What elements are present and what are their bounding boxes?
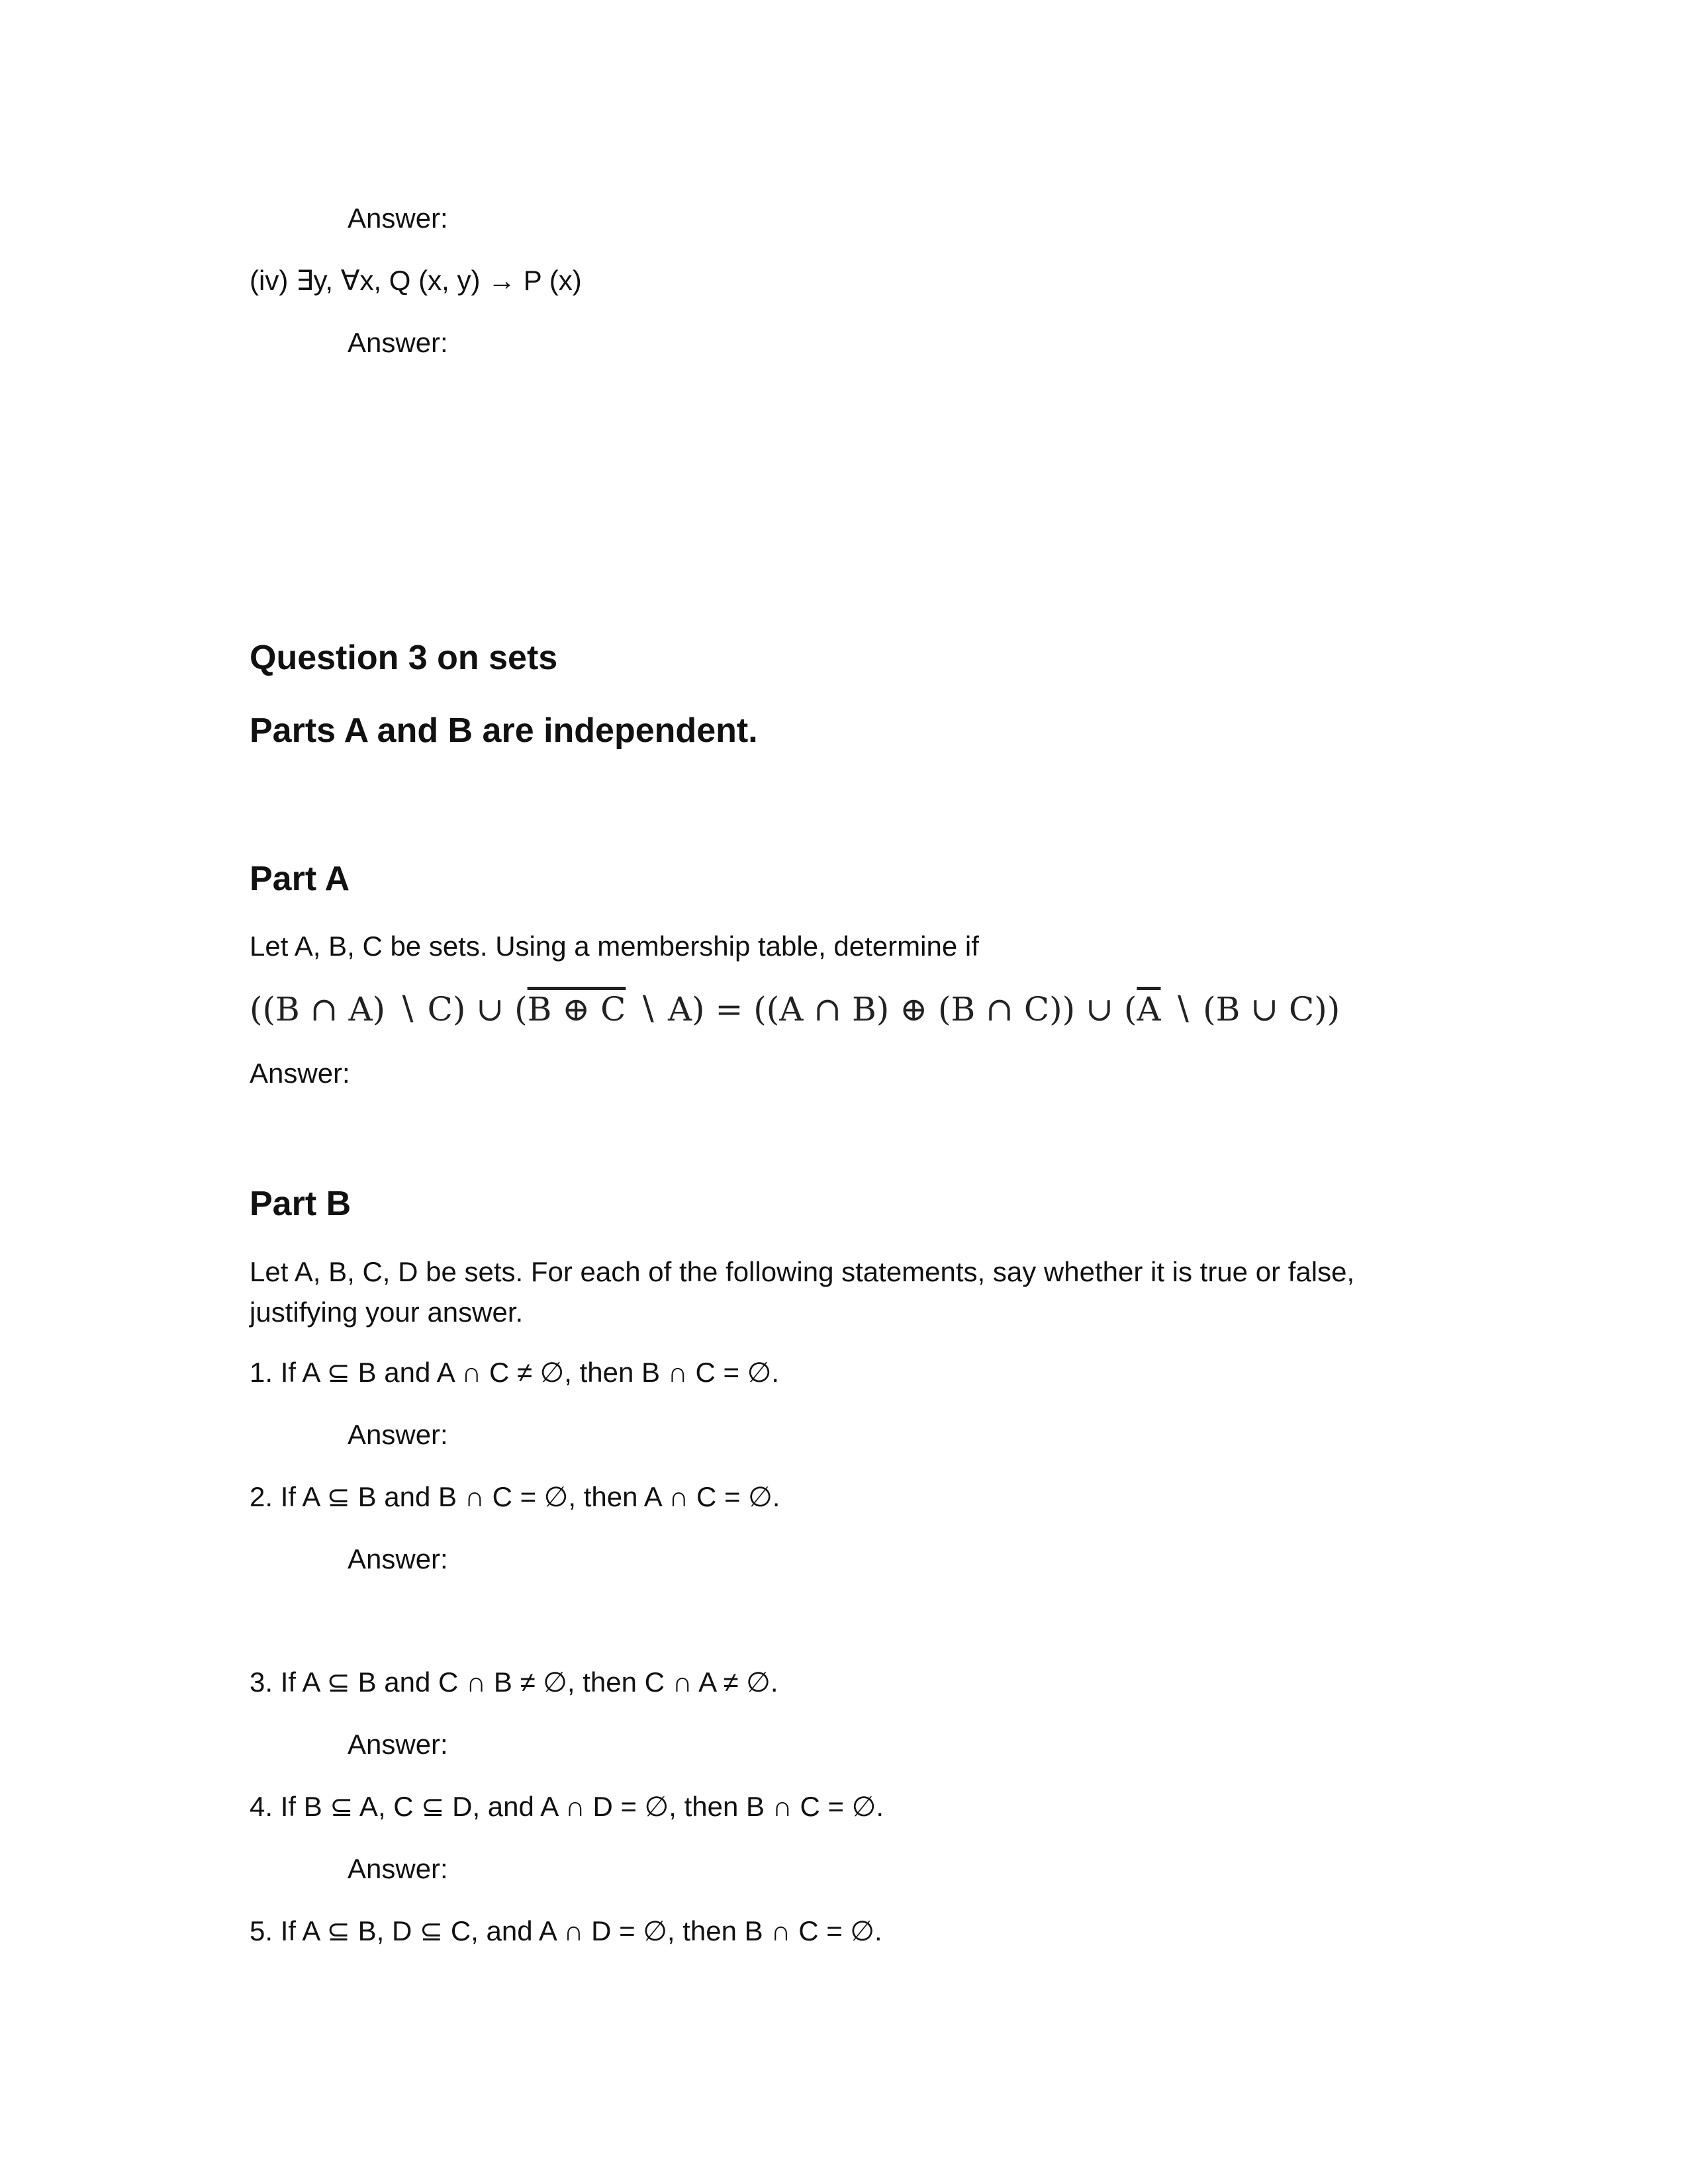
formula-middle-part: ∖ A) = ((A ∩ B) ⊕ (B ∩ C)) ∪ (: [626, 990, 1137, 1028]
statement-4-answer-label: Answer:: [348, 1853, 448, 1884]
formula-overline-b-xor-c: B ⊕ C: [527, 990, 626, 1028]
statement-3: 3. If A ⊆ B and C ∩ B ≠ ∅, then C ∩ A ≠ ∅.: [250, 1666, 778, 1698]
quantifier-item-iv: (iv) ∃y, ∀x, Q (x, y) → P (x): [250, 265, 582, 296]
statement-1-answer-label: Answer:: [348, 1419, 448, 1450]
part-b-prompt: Let A, B, C, D be sets. For each of the following statements, say whether it is true or false, justifying your answer.: [250, 1256, 1355, 1328]
set-identity-formula: [250, 986, 1340, 1032]
part-a-prompt: Let A, B, C be sets. Using a membership table, determine if: [250, 931, 979, 962]
answer-label-iii: Answer:: [348, 203, 448, 234]
statement-1: 1. If A ⊆ B and A ∩ C ≠ ∅, then B ∩ C = ∅.: [250, 1357, 779, 1388]
question-3-title: Question 3 on sets: [250, 639, 558, 677]
statement-3-answer-label: Answer:: [348, 1729, 448, 1760]
statement-4: 4. If B ⊆ A, C ⊆ D, and A ∩ D = ∅, then B ∩ C = ∅.: [250, 1791, 884, 1822]
statement-5: 5. If A ⊆ B, D ⊆ C, and A ∩ D = ∅, then B ∩ C = ∅.: [250, 1915, 882, 1946]
formula-overline-a: $\overline{A}$: [1137, 990, 1161, 1028]
formula-left-part: ((B ∩ A) ∖ C) ∪ (: [250, 990, 528, 1028]
part-b-heading: Part B: [250, 1185, 352, 1223]
part-a-answer-label: Answer:: [250, 1058, 350, 1089]
answer-label-iv: Answer:: [348, 327, 448, 358]
question-3-subtitle: Parts A and B are independent.: [250, 711, 758, 750]
statement-2-answer-label: Answer:: [348, 1543, 448, 1574]
part-a-heading: Part A: [250, 860, 350, 898]
formula-right-part: ∖ (B ∪ C)): [1160, 990, 1340, 1028]
statement-2: 2. If A ⊆ B and B ∩ C = ∅, then A ∩ C = ∅.: [250, 1481, 780, 1512]
